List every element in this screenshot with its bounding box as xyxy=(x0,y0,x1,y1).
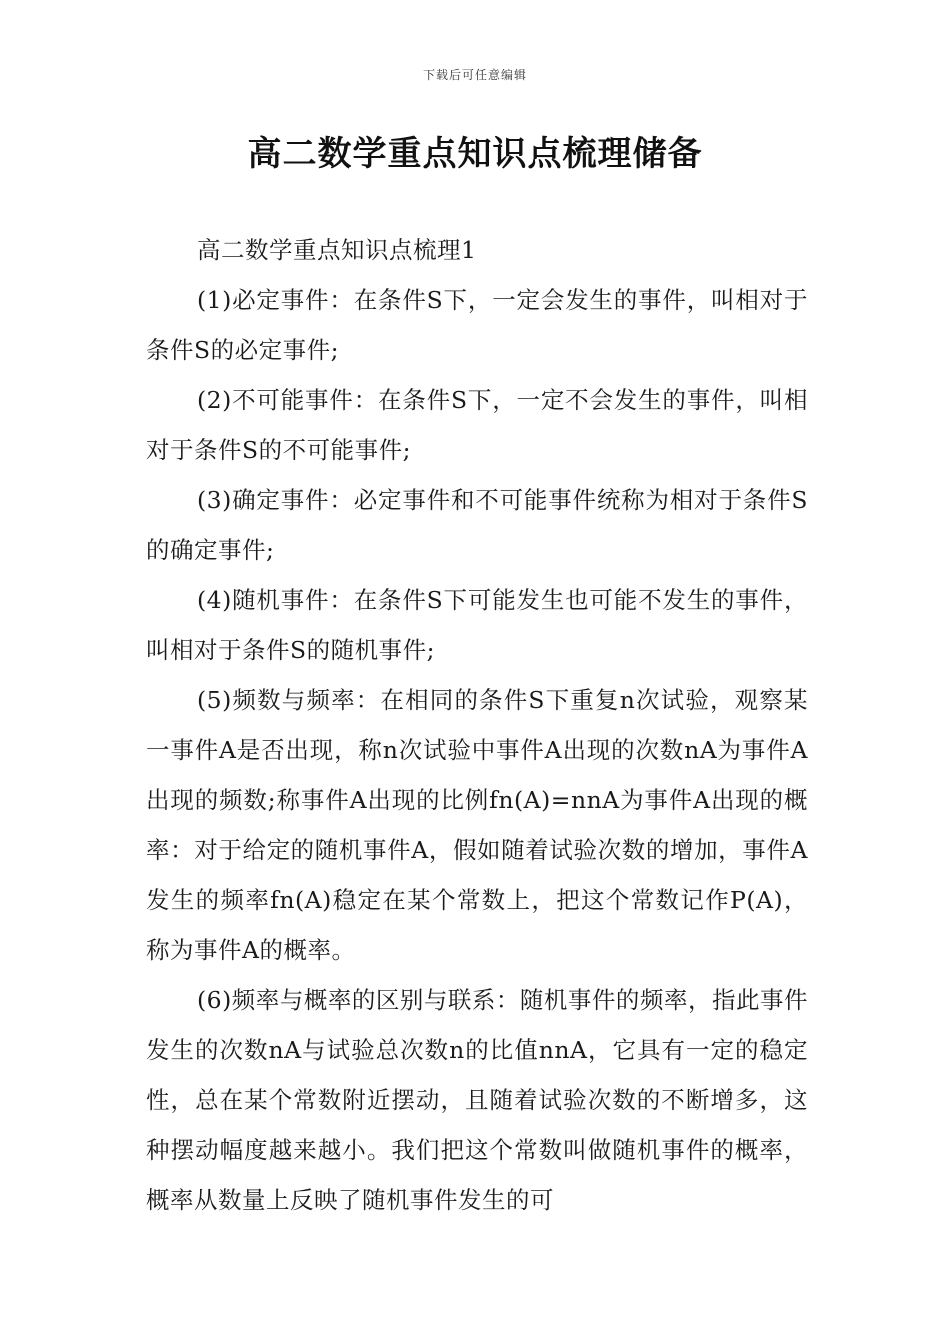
document-title: 高二数学重点知识点梳理储备 xyxy=(247,134,703,174)
document-body xyxy=(146,225,808,1225)
section-heading: 高二数学重点知识点梳理1 xyxy=(197,236,477,264)
paragraph-random-event: (4)随机事件：在条件S下可能发生也可能不发生的事件，叫相对于条件S的随机事件; xyxy=(146,586,808,664)
paragraph-frequency: (5)频数与频率：在相同的条件S下重复n次试验，观察某一事件A是否出现，称n次试验中事件A出现的次数nA为事件A出现的频数;称事件A出现的比例fn(A)=nnA为事件A出现的概率：对于给定的随机事件A，假如随着试验次数的增加，事件A发生的频率fn(A)稳定在某个常数上，把这个常数记作P(A)，称为事件A的概率。 xyxy=(146,686,808,964)
paragraph-certain-event: (1)必定事件：在条件S下，一定会发生的事件，叫相对于条件S的必定事件; xyxy=(146,286,808,364)
header-note: 下载后可任意编辑 xyxy=(422,68,527,82)
paragraph-frequency-vs-probability: (6)频率与概率的区别与联系：随机事件的频率，指此事件发生的次数nA与试验总次数n的比值nnA，它具有一定的稳定性，总在某个常数附近摆动，且随着试验次数的不断增多，这种摆动幅度越来越小。我们把这个常数叫做随机事件的概率，概率从数量上反映了随机事件发生的可 xyxy=(146,986,808,1214)
paragraph-determined-event: (3)确定事件：必定事件和不可能事件统称为相对于条件S的确定事件; xyxy=(146,486,808,564)
paragraph-impossible-event: (2)不可能事件：在条件S下，一定不会发生的事件，叫相对于条件S的不可能事件; xyxy=(146,386,808,464)
